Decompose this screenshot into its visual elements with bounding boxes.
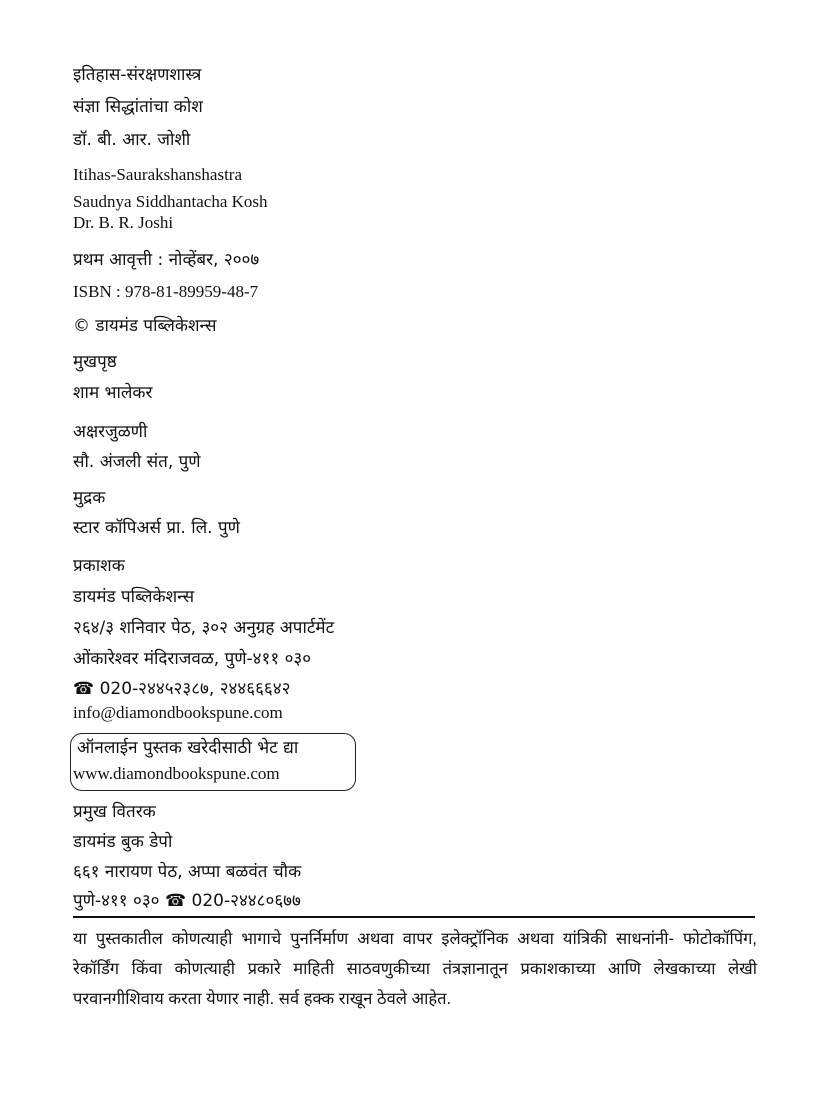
distributor-label: प्रमुख वितरक — [73, 802, 156, 822]
copyright-notice: या पुस्तकातील कोणत्याही भागाचे पुनर्निर्माण अथवा वापर इलेक्ट्रॉनिक अथवा यांत्रिकी साधनांनी- फोटोकॉपिंग, रेकॉर्डिंग किंवा कोणत्याही प्रकारे माहिती साठवणुकीच्या तंत्रज्ञानातून प्रकाशकाच्या आणि लेखकाच्या लेखी परवानगीशिवाय करता येणार नाही. सर्व हक्क राखून ठेवले आहेत. — [73, 930, 757, 1008]
edition: प्रथम आवृत्ती : नोव्हेंबर, २००७ — [73, 250, 260, 270]
publisher-phone-line — [73, 677, 290, 701]
distributor-city: पुणे-४११ ०३० — [73, 891, 160, 911]
copyright: © डायमंड पब्लिकेशन्स — [73, 316, 217, 336]
book-subtitle-marathi: संज्ञा सिद्धांतांचा कोश — [73, 97, 203, 117]
isbn: ISBN : 978-81-89959-48-7 — [73, 282, 259, 301]
publisher-address-1: २६४/३ शनिवार पेठ, ३०२ अनुग्रह अपार्टमेंट — [73, 618, 335, 638]
website-link[interactable]: www.diamondbookspune.com — [73, 764, 280, 783]
phone-icon: ☎ — [73, 679, 95, 699]
book-title-english: Itihas-Saurakshanshastra — [73, 165, 243, 184]
publisher-label: प्रकाशक — [73, 556, 125, 576]
book-subtitle-english: Saudnya Siddhantacha Kosh — [73, 192, 268, 211]
distributor-name: डायमंड बुक डेपो — [73, 832, 173, 852]
publisher-address-2: ओंकारेश्वर मंदिराजवळ, पुणे-४११ ०३० — [73, 649, 312, 669]
phone-icon: ☎ — [164, 891, 187, 911]
online-purchase-text: ऑनलाईन पुस्तक खरेदीसाठी भेट द्या — [77, 738, 299, 758]
cover-artist: शाम भालेकर — [73, 383, 153, 403]
cover-label: मुखपृष्ठ — [73, 352, 117, 372]
distributor-address: ६६१ नारायण पेठ, अप्पा बळवंत चौक — [73, 862, 302, 882]
divider — [73, 916, 755, 918]
online-purchase-box — [70, 733, 356, 791]
author-marathi: डॉ. बी. आर. जोशी — [73, 130, 191, 150]
distributor-city-phone — [73, 889, 301, 913]
publisher-email[interactable]: info@diamondbookspune.com — [73, 703, 283, 722]
typesetting-label: अक्षरजुळणी — [73, 422, 148, 442]
publisher-name: डायमंड पब्लिकेशन्स — [73, 587, 195, 607]
printer-label: मुद्रक — [73, 488, 106, 508]
printer-name: स्टार कॉपिअर्स प्रा. लि. पुणे — [73, 518, 240, 538]
book-title-marathi: इतिहास-संरक्षणशास्त्र — [73, 65, 202, 85]
distributor-phone: 020-२४४८०६७७ — [191, 891, 301, 911]
author-english: Dr. B. R. Joshi — [73, 213, 174, 232]
publisher-phone: 020-२४४५२३८७, २४४६६६४२ — [99, 679, 291, 699]
typesetter: सौ. अंजली संत, पुणे — [73, 452, 201, 472]
